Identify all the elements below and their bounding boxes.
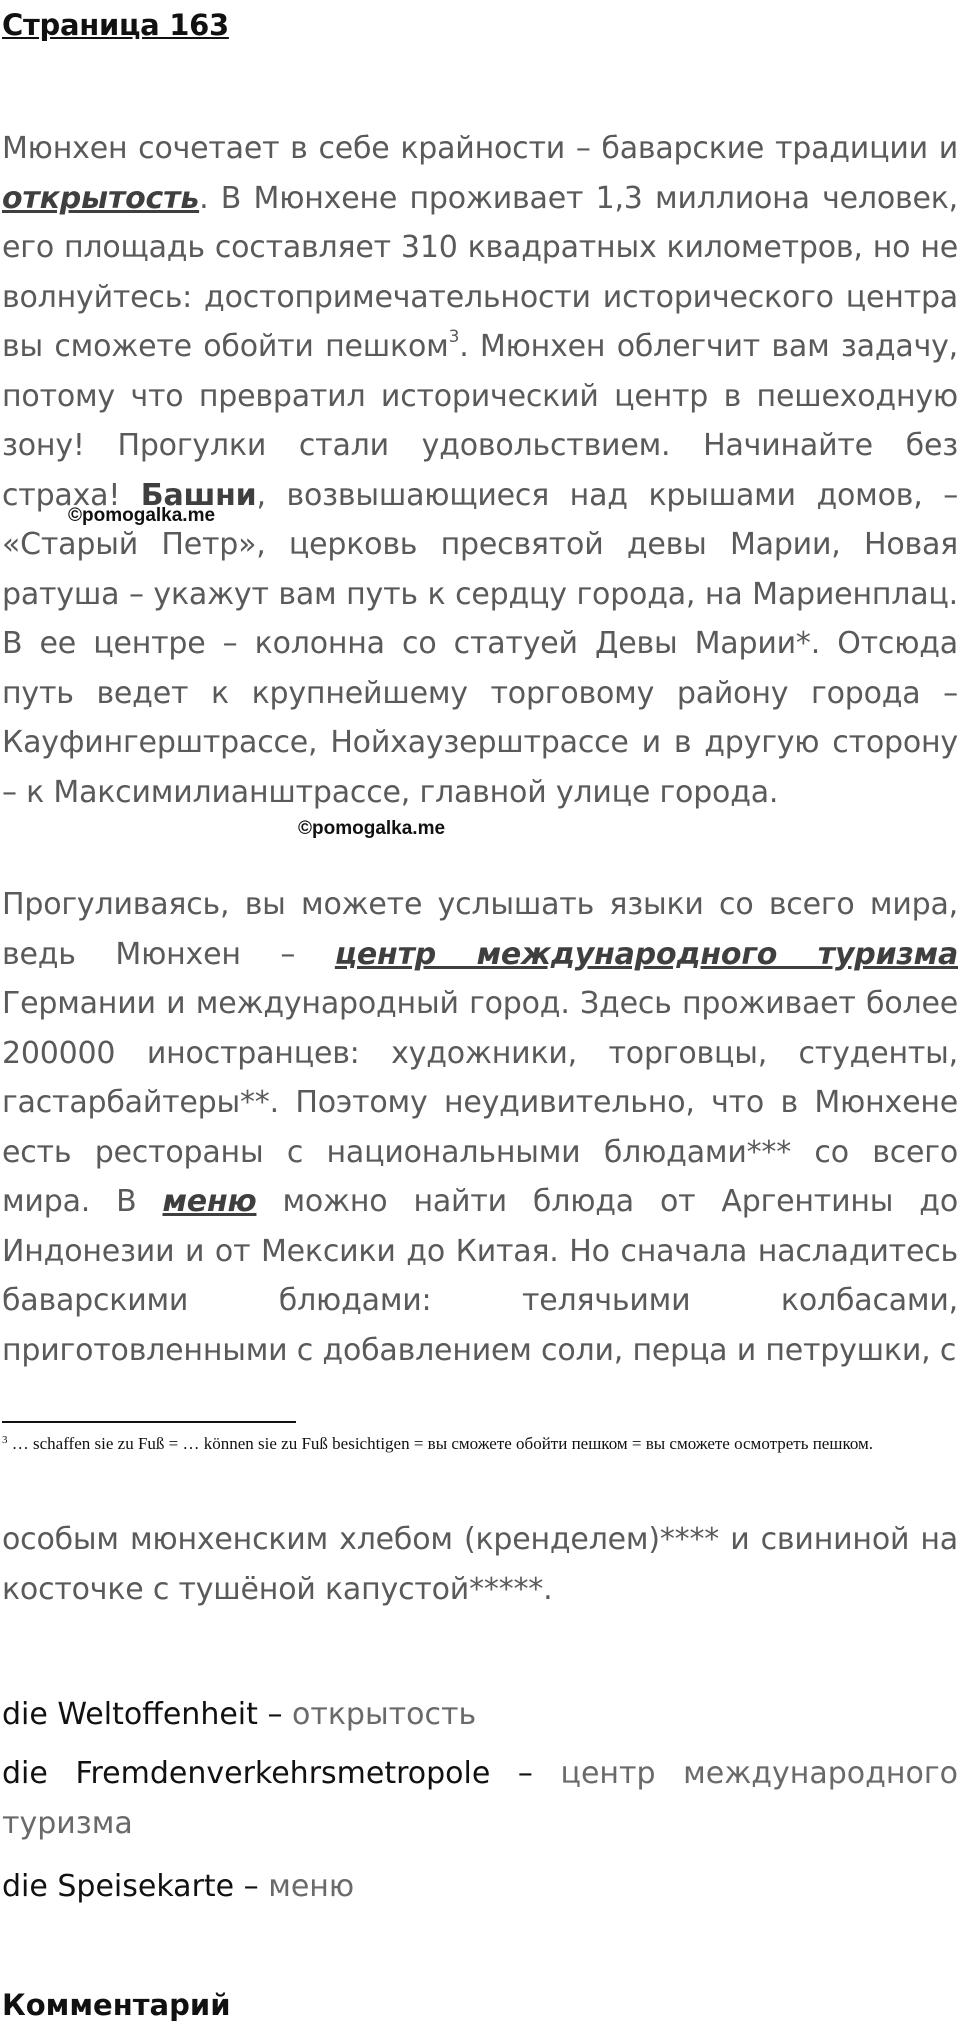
text-run: Германии и международный город. Здесь проживает более 200000 иностранцев: художники, торговцы, студенты, гастарбайтеры**. Поэтому неудивительно, что в Мюнхене есть рестораны с национальными блюдами*** со всего мира. В — [2, 986, 958, 1219]
vocab-russian: центр международного туризма — [2, 1756, 958, 1841]
vocab-russian: меню — [268, 1869, 355, 1904]
text-run: . Мюнхен облегчит вам задачу, потому что превратил исторический центр в пешеходную зону! Прогулки стали удовольствием. Начинайте без страха! — [2, 329, 958, 513]
vocab-german: die Weltoffenheit — [2, 1697, 258, 1732]
footnote — [2, 1432, 902, 1455]
comment-heading: Комментарий — [2, 1988, 231, 2022]
vocabulary-entry — [2, 1749, 958, 1849]
highlighted-term: центр международного туризма — [334, 936, 958, 972]
vocab-dash: – — [257, 1697, 292, 1732]
text-run: можно найти блюда от Аргентины до Индонезии и от Мексики до Китая. Но сначала насладитесь баварскими блюдами: телячьими колбасами, приготовленными с добавлением соли, перца и петрушки, с — [2, 1184, 958, 1368]
vocab-dash: – — [490, 1756, 561, 1791]
text-run: . В Мюнхене проживает 1,3 миллиона человек, его площадь составляет 310 квадратных километров, но не волнуйтесь: достопримечательности исторического центра вы сможете обойти пешком — [2, 180, 958, 364]
footnote-reference: 3 — [448, 327, 460, 347]
highlighted-term: открытость — [2, 180, 200, 216]
footnote-text: … schaffen sie zu Fuß = … können sie zu Fuß besichtigen = вы сможете обойти пешком = вы сможете осмотреть пешком. — [7, 1434, 874, 1453]
text-run: Мюнхен сочетает в себе крайности – баварские традиции и — [2, 131, 958, 166]
text-run: , возвышающиеся над крышами домов, – «Старый Петр», церковь пресвятой девы Марии, Новая ратуша – укажут вам путь к сердцу города, на Мариенплац. В ее центре – колонна со статуей Девы Марии*. Отсюда путь ведет к крупнейшему торговому району города – Кауфингерштрассе, Нойхаузерштрассе и в другую сторону – к Максимилианштрассе, главной улице города. — [2, 477, 958, 810]
paragraph-munich-intro — [2, 124, 958, 817]
paragraph-continuation: особым мюнхенским хлебом (кренделем)**** и свининой на косточке с тушёной капустой*****. — [2, 1522, 958, 1607]
text-run: Прогуливаясь, вы можете услышать языки со всего мира, ведь Мюнхен – — [2, 887, 958, 972]
bold-term: Башни — [140, 477, 257, 513]
footnote-marker: 3 — [2, 1434, 8, 1446]
watermark: ©pomogalka.me — [298, 818, 446, 839]
vocab-german: die Fremdenverkehrsmetropole — [2, 1756, 491, 1791]
vocab-german: die Speisekarte — [2, 1869, 235, 1904]
vocabulary-entry — [2, 1690, 958, 1740]
vocab-russian: открытость — [291, 1697, 477, 1732]
highlighted-term: меню — [162, 1184, 257, 1219]
watermark: ©pomogalka.me — [68, 505, 216, 526]
footnote-divider — [2, 1421, 296, 1423]
page-title: Страница 163 — [2, 8, 229, 42]
vocab-dash: – — [234, 1869, 269, 1904]
paragraph-tourism — [2, 880, 958, 1375]
vocabulary-entry — [2, 1862, 958, 1912]
